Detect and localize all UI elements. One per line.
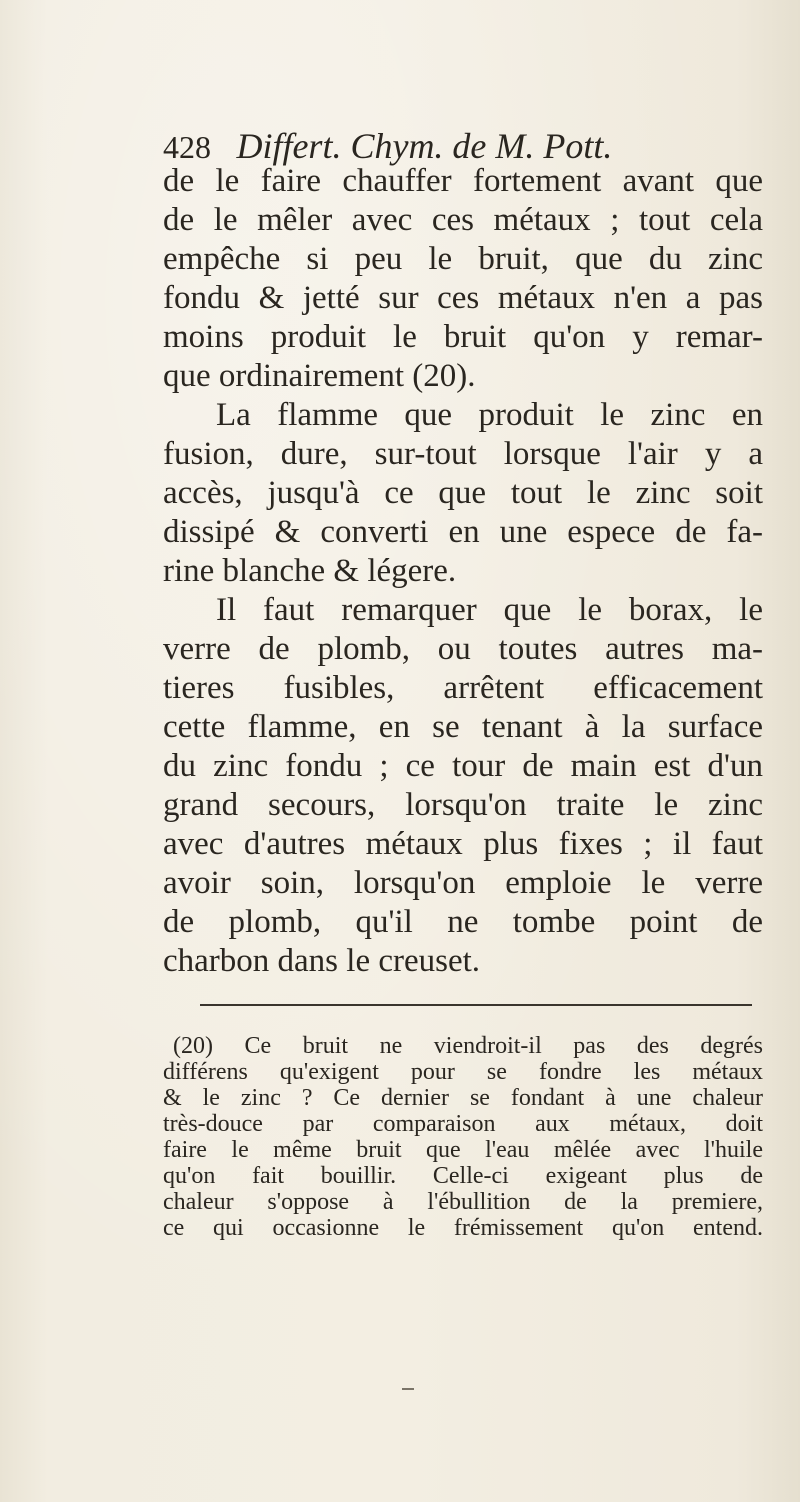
footnote-line: chaleur s'oppose à l'ébullition de la premiere, xyxy=(163,1189,763,1215)
footnote-line: ce qui occasionne le frémissement qu'on entend. xyxy=(163,1215,763,1241)
footnote-line: très-douce par comparaison aux métaux, doit xyxy=(163,1111,763,1137)
text-line: moins produit le bruit qu'on y remar- xyxy=(163,319,763,355)
footnote-line: & le zinc ? Ce dernier se fondant à une chaleur xyxy=(163,1085,763,1111)
text-line: de le faire chauffer fortement avant que xyxy=(163,163,763,199)
text-line: que ordinairement (20). xyxy=(163,358,476,394)
text-line: avoir soin, lorsqu'on emploie le verre xyxy=(163,865,763,901)
signature-mark xyxy=(402,1388,414,1390)
text-line: empêche si peu le bruit, que du zinc xyxy=(163,241,763,277)
footnote-line: différens qu'exigent pour se fondre les métaux xyxy=(163,1059,763,1085)
text-line: accès, jusqu'à ce que tout le zinc soit xyxy=(163,475,763,511)
text-line: fondu & jetté sur ces métaux n'en a pas xyxy=(163,280,763,316)
footnote-line: (20) Ce bruit ne viendroit-il pas des degrés xyxy=(173,1033,763,1059)
footnote-line: qu'on fait bouillir. Celle-ci exigeant plus de xyxy=(163,1163,763,1189)
page-header xyxy=(163,125,612,167)
footnote-divider xyxy=(200,1004,752,1006)
text-line: verre de plomb, ou toutes autres ma- xyxy=(163,631,763,667)
paragraph-start: La flamme que produit le zinc en xyxy=(216,397,763,433)
text-line: du zinc fondu ; ce tour de main est d'un xyxy=(163,748,763,784)
footnote-line: faire le même bruit que l'eau mêlée avec l'huile xyxy=(163,1137,763,1163)
text-line: dissipé & converti en une espece de fa- xyxy=(163,514,763,550)
text-line: fusion, dure, sur-tout lorsque l'air y a xyxy=(163,436,763,472)
main-text xyxy=(163,162,763,981)
text-line: cette flamme, en se tenant à la surface xyxy=(163,709,763,745)
text-line: rine blanche & légere. xyxy=(163,553,457,589)
text-line: de plomb, qu'il ne tombe point de xyxy=(163,904,763,940)
text-line: tieres fusibles, arrêtent efficacement xyxy=(163,670,763,706)
running-title: Differt. Chym. de M. Pott. xyxy=(236,126,613,166)
text-line: grand secours, lorsqu'on traite le zinc xyxy=(163,787,763,823)
text-line: de le mêler avec ces métaux ; tout cela xyxy=(163,202,763,238)
footnote xyxy=(163,1033,763,1241)
text-line: charbon dans le creuset. xyxy=(163,943,481,979)
paragraph-start: Il faut remarquer que le borax, le xyxy=(216,592,763,628)
text-line: avec d'autres métaux plus fixes ; il faut xyxy=(163,826,763,862)
page-number: 428 xyxy=(163,129,211,165)
